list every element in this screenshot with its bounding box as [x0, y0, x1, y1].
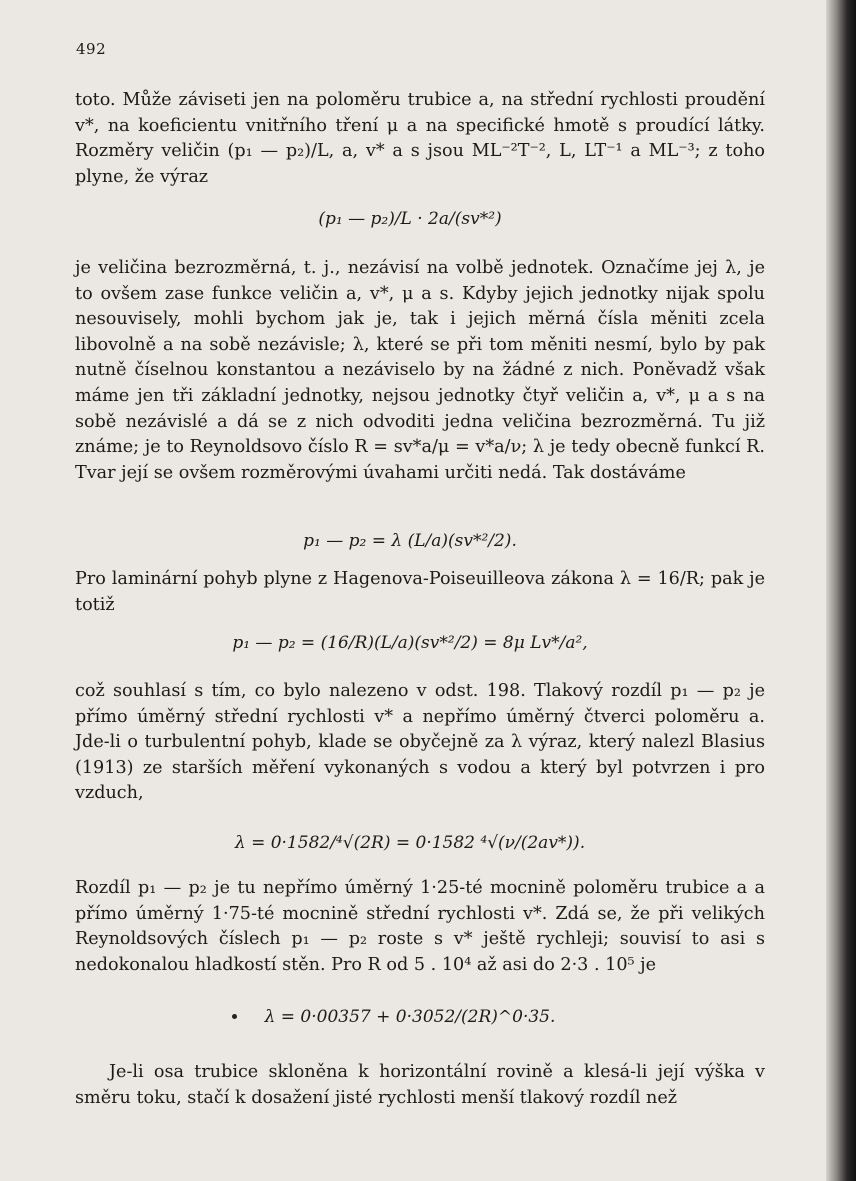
page-number: 492	[76, 40, 107, 58]
equation-2: p₁ — p₂ = λ (L/a)(sv*²/2).	[303, 531, 517, 551]
equation-4: λ = 0·1582/⁴√(2R) = 0·1582 ⁴√(ν/(2av*)).	[234, 833, 586, 853]
equation-1: (p₁ — p₂)/L · 2a/(sv*²)	[318, 209, 502, 229]
paragraph-3: Pro laminární pohyb plyne z Hagenova-Poiseuilleova zákona λ = 16/R; pak je totiž	[75, 569, 765, 615]
paragraph-5: Rozdíl p₁ — p₂ je tu nepřímo úměrný 1·25-té mocnině poloměru trubice a a přímo úměrný 1·75-té mocnině střední rychlosti v*. Zdá se, že při velikých Reynoldsových číslech p₁ — p₂ roste s v* ještě rychleji; souvisí to asi s nedokonalou hladkostí stěn. Pro R od 5 . 10⁴ až asi do 2·3 . 10⁵ je	[75, 878, 765, 975]
equation-3: p₁ — p₂ = (16/R)(L/a)(sv*²/2) = 8μ Lv*/a²,	[232, 633, 588, 653]
equation-5: λ = 0·00357 + 0·3052/(2R)^0·35.	[264, 1007, 556, 1027]
paragraph-4: což souhlasí s tím, co bylo nalezeno v odst. 198. Tlakový rozdíl p₁ — p₂ je přímo úměrný střední rychlosti v* a nepřímo úměrný čtverci poloměru a. Jde-li o turbulentní pohyb, klade se obyčejně za λ výraz, který nalezl Blasius (1913) ze starších měření vykonaných s vodou a který byl potvrzen i pro vzduch,	[75, 681, 765, 804]
paragraph-1: toto. Může záviseti jen na poloměru trubice a, na střední rychlosti proudění v*, na koeficientu vnitřního tření μ a na specifické hmotě s proudící látky. Rozměry veličin (p₁ — p₂)/L, a, v* a s jsou ML⁻²T⁻², L, LT⁻¹ a ML⁻³; z toho plyne, že výraz	[75, 90, 765, 187]
paragraph-6: Je-li osa trubice skloněna k horizontální rovině a klesá-li její výška v směru toku, stačí k dosažení jisté rychlosti menší tlakový rozdíl než	[75, 1062, 765, 1108]
page-binding-shadow	[826, 0, 856, 1181]
paragraph-2: je veličina bezrozměrná, t. j., nezávisí na volbě jednotek. Označíme jej λ, je to ovšem zase funkce veličin a, v*, μ a s. Kdyby jejich jednotky nijak spolu nesouvisely, mohli bychom jak je, tak i jejich měrná čísla měniti zcela libovolně a na sobě nezávisle; λ, které se při tom měniti nesmí, bylo by pak nutně číselnou konstantou a nezáviselo by na žádné z nich. Poněvadž však máme jen tři základní jednotky, nejsou jednotky čtyř veličin a, v*, μ a s na sobě nezávislé a dá se z nich odvoditi jedna veličina bezrozměrná. Tu již známe; je to Reynoldsovo číslo R = sv*a/μ = v*a/ν; λ je tedy obecně funkcí R. Tvar její se ovšem rozměrovými úvahami určiti nedá. Tak dostáváme	[75, 258, 765, 483]
